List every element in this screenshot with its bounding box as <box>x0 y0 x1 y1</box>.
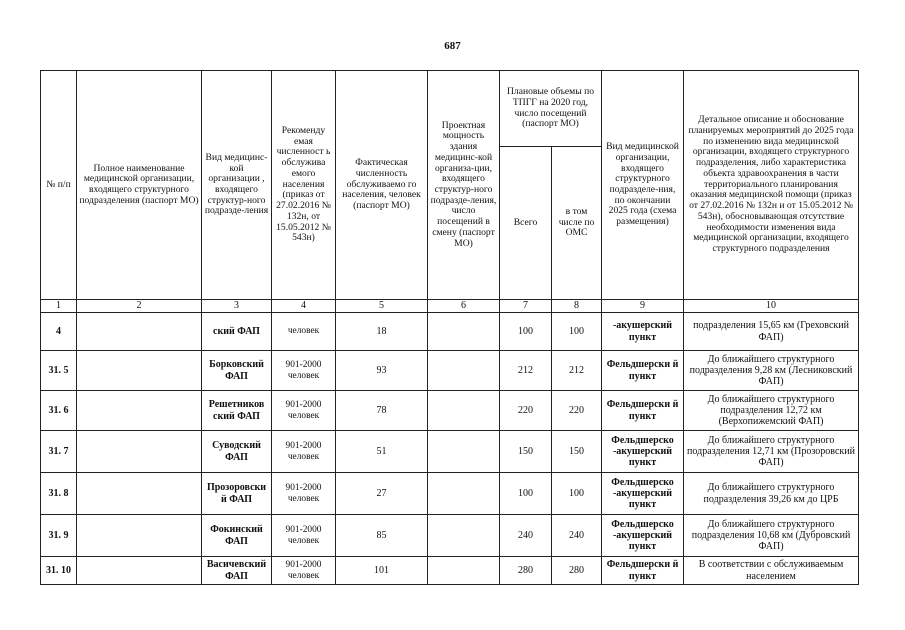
row-num: 31. 9 <box>41 515 77 557</box>
header-oms: в том числе по ОМС <box>552 147 602 300</box>
header-description: Детальное описание и обоснование планируемых мероприятий до 2025 года по изменению вида медицинской организации, входящего структурного подразделения, либо характеристика объекта здравоохранения в части территориального планирования оказания медицинской помощи (приказ от 27.02.2016 № 132н и от 15.05.2012 № 543н), обосновывающая отсутствие необходимости изменения вида медицинской организации, входящего структурного подразделения <box>684 71 859 300</box>
row-actual: 51 <box>336 431 428 473</box>
header-actual-population: Фактическая численность обслуживаемо го населения, человек (паспорт МО) <box>336 71 428 300</box>
row-actual: 101 <box>336 557 428 585</box>
row-name <box>77 473 202 515</box>
column-number: 3 <box>202 300 272 313</box>
table-row <box>41 351 859 391</box>
row-num: 31. 10 <box>41 557 77 585</box>
row-type: Решетников ский ФАП <box>202 391 272 431</box>
row-total: 220 <box>500 391 552 431</box>
row-num: 4 <box>41 313 77 351</box>
row-total: 280 <box>500 557 552 585</box>
row-name <box>77 313 202 351</box>
row-actual: 85 <box>336 515 428 557</box>
column-number: 7 <box>500 300 552 313</box>
row-type-2025: Фельдшерско -акушерский пункт <box>602 473 684 515</box>
row-recommended: 901-2000 человек <box>272 351 336 391</box>
row-name <box>77 391 202 431</box>
table-row <box>41 557 859 585</box>
row-oms: 100 <box>552 473 602 515</box>
row-oms: 150 <box>552 431 602 473</box>
row-type: Прозоровски й ФАП <box>202 473 272 515</box>
column-number: 6 <box>428 300 500 313</box>
row-oms: 212 <box>552 351 602 391</box>
row-description: До ближайшего структурного подразделения 12,72 км (Верхопижемский ФАП) <box>684 391 859 431</box>
header-num: № п/п <box>41 71 77 300</box>
row-oms: 220 <box>552 391 602 431</box>
row-description: До ближайшего структурного подразделения 9,28 км (Лесниковский ФАП) <box>684 351 859 391</box>
row-type: Фокинский ФАП <box>202 515 272 557</box>
row-total: 100 <box>500 473 552 515</box>
row-name <box>77 431 202 473</box>
row-recommended: 901-2000 человек <box>272 473 336 515</box>
row-capacity <box>428 431 500 473</box>
header-type-2025: Вид медицинской организации, входящего структурного подразделе-ния, по окончании 2025 года (схема размещения) <box>602 71 684 300</box>
row-recommended: 901-2000 человек <box>272 391 336 431</box>
row-oms: 280 <box>552 557 602 585</box>
row-recommended: человек <box>272 313 336 351</box>
row-capacity <box>428 473 500 515</box>
row-capacity <box>428 313 500 351</box>
row-name <box>77 351 202 391</box>
row-total: 100 <box>500 313 552 351</box>
column-number: 5 <box>336 300 428 313</box>
row-type-2025: Фельдшерски й пункт <box>602 557 684 585</box>
row-total: 240 <box>500 515 552 557</box>
row-description: До ближайшего структурного подразделения 39,26 км до ЦРБ <box>684 473 859 515</box>
column-number: 9 <box>602 300 684 313</box>
table-row <box>41 313 859 351</box>
row-actual: 27 <box>336 473 428 515</box>
column-number: 10 <box>684 300 859 313</box>
facilities-table <box>40 70 859 585</box>
row-num: 31. 6 <box>41 391 77 431</box>
row-num: 31. 8 <box>41 473 77 515</box>
row-actual: 78 <box>336 391 428 431</box>
row-name <box>77 557 202 585</box>
row-type: ский ФАП <box>202 313 272 351</box>
row-actual: 18 <box>336 313 428 351</box>
row-num: 31. 5 <box>41 351 77 391</box>
table-row <box>41 473 859 515</box>
row-type-2025: Фельдшерски й пункт <box>602 351 684 391</box>
header-design-capacity: Проектная мощность здания медицинс-кой организа-ции, входящего структур-ного подразде-ления, число посещений в смену (паспорт МО) <box>428 71 500 300</box>
table-row <box>41 431 859 473</box>
header-total: Всего <box>500 147 552 300</box>
row-type: Васичевский ФАП <box>202 557 272 585</box>
row-oms: 240 <box>552 515 602 557</box>
row-type-2025: Фельдшерски й пункт <box>602 391 684 431</box>
row-description: До ближайшего структурного подразделения 12,71 км (Прозоровский ФАП) <box>684 431 859 473</box>
table-row <box>41 391 859 431</box>
row-capacity <box>428 351 500 391</box>
header-recommended-population: Рекоменду емая численност ь обслужива емого населения (приказ от 27.02.2016 № 132н, от 15.05.2012 № 543н) <box>272 71 336 300</box>
row-capacity <box>428 391 500 431</box>
row-recommended: 901-2000 человек <box>272 557 336 585</box>
row-recommended: 901-2000 человек <box>272 515 336 557</box>
row-type: Борковский ФАП <box>202 351 272 391</box>
row-type-2025: Фельдшерско -акушерский пункт <box>602 431 684 473</box>
row-capacity <box>428 557 500 585</box>
row-type-2025: -акушерский пункт <box>602 313 684 351</box>
row-description: До ближайшего структурного подразделения 10,68 км (Дубровский ФАП) <box>684 515 859 557</box>
row-recommended: 901-2000 человек <box>272 431 336 473</box>
header-planned-volumes: Плановые объемы по ТПГГ на 2020 год, число посещений (паспорт МО) <box>500 71 602 147</box>
row-type-2025: Фельдшерско -акушерский пункт <box>602 515 684 557</box>
column-number: 4 <box>272 300 336 313</box>
row-name <box>77 515 202 557</box>
row-type: Суводский ФАП <box>202 431 272 473</box>
row-num: 31. 7 <box>41 431 77 473</box>
column-number-row <box>41 300 859 313</box>
row-description: подразделения 15,65 км (Греховский ФАП) <box>684 313 859 351</box>
column-number: 2 <box>77 300 202 313</box>
page-number: 687 <box>444 40 461 52</box>
column-number: 8 <box>552 300 602 313</box>
column-number: 1 <box>41 300 77 313</box>
row-total: 150 <box>500 431 552 473</box>
row-capacity <box>428 515 500 557</box>
row-total: 212 <box>500 351 552 391</box>
row-actual: 93 <box>336 351 428 391</box>
header-full-name: Полное наименование медицинской организации, входящего структурного подразделения (паспорт МО) <box>77 71 202 300</box>
table-row <box>41 515 859 557</box>
header-row <box>41 71 859 147</box>
row-oms: 100 <box>552 313 602 351</box>
row-description: В соответствии с обслуживаемым населением <box>684 557 859 585</box>
header-org-type: Вид медицинс-кой организации , входящего структур-ного подразде-ления <box>202 71 272 300</box>
